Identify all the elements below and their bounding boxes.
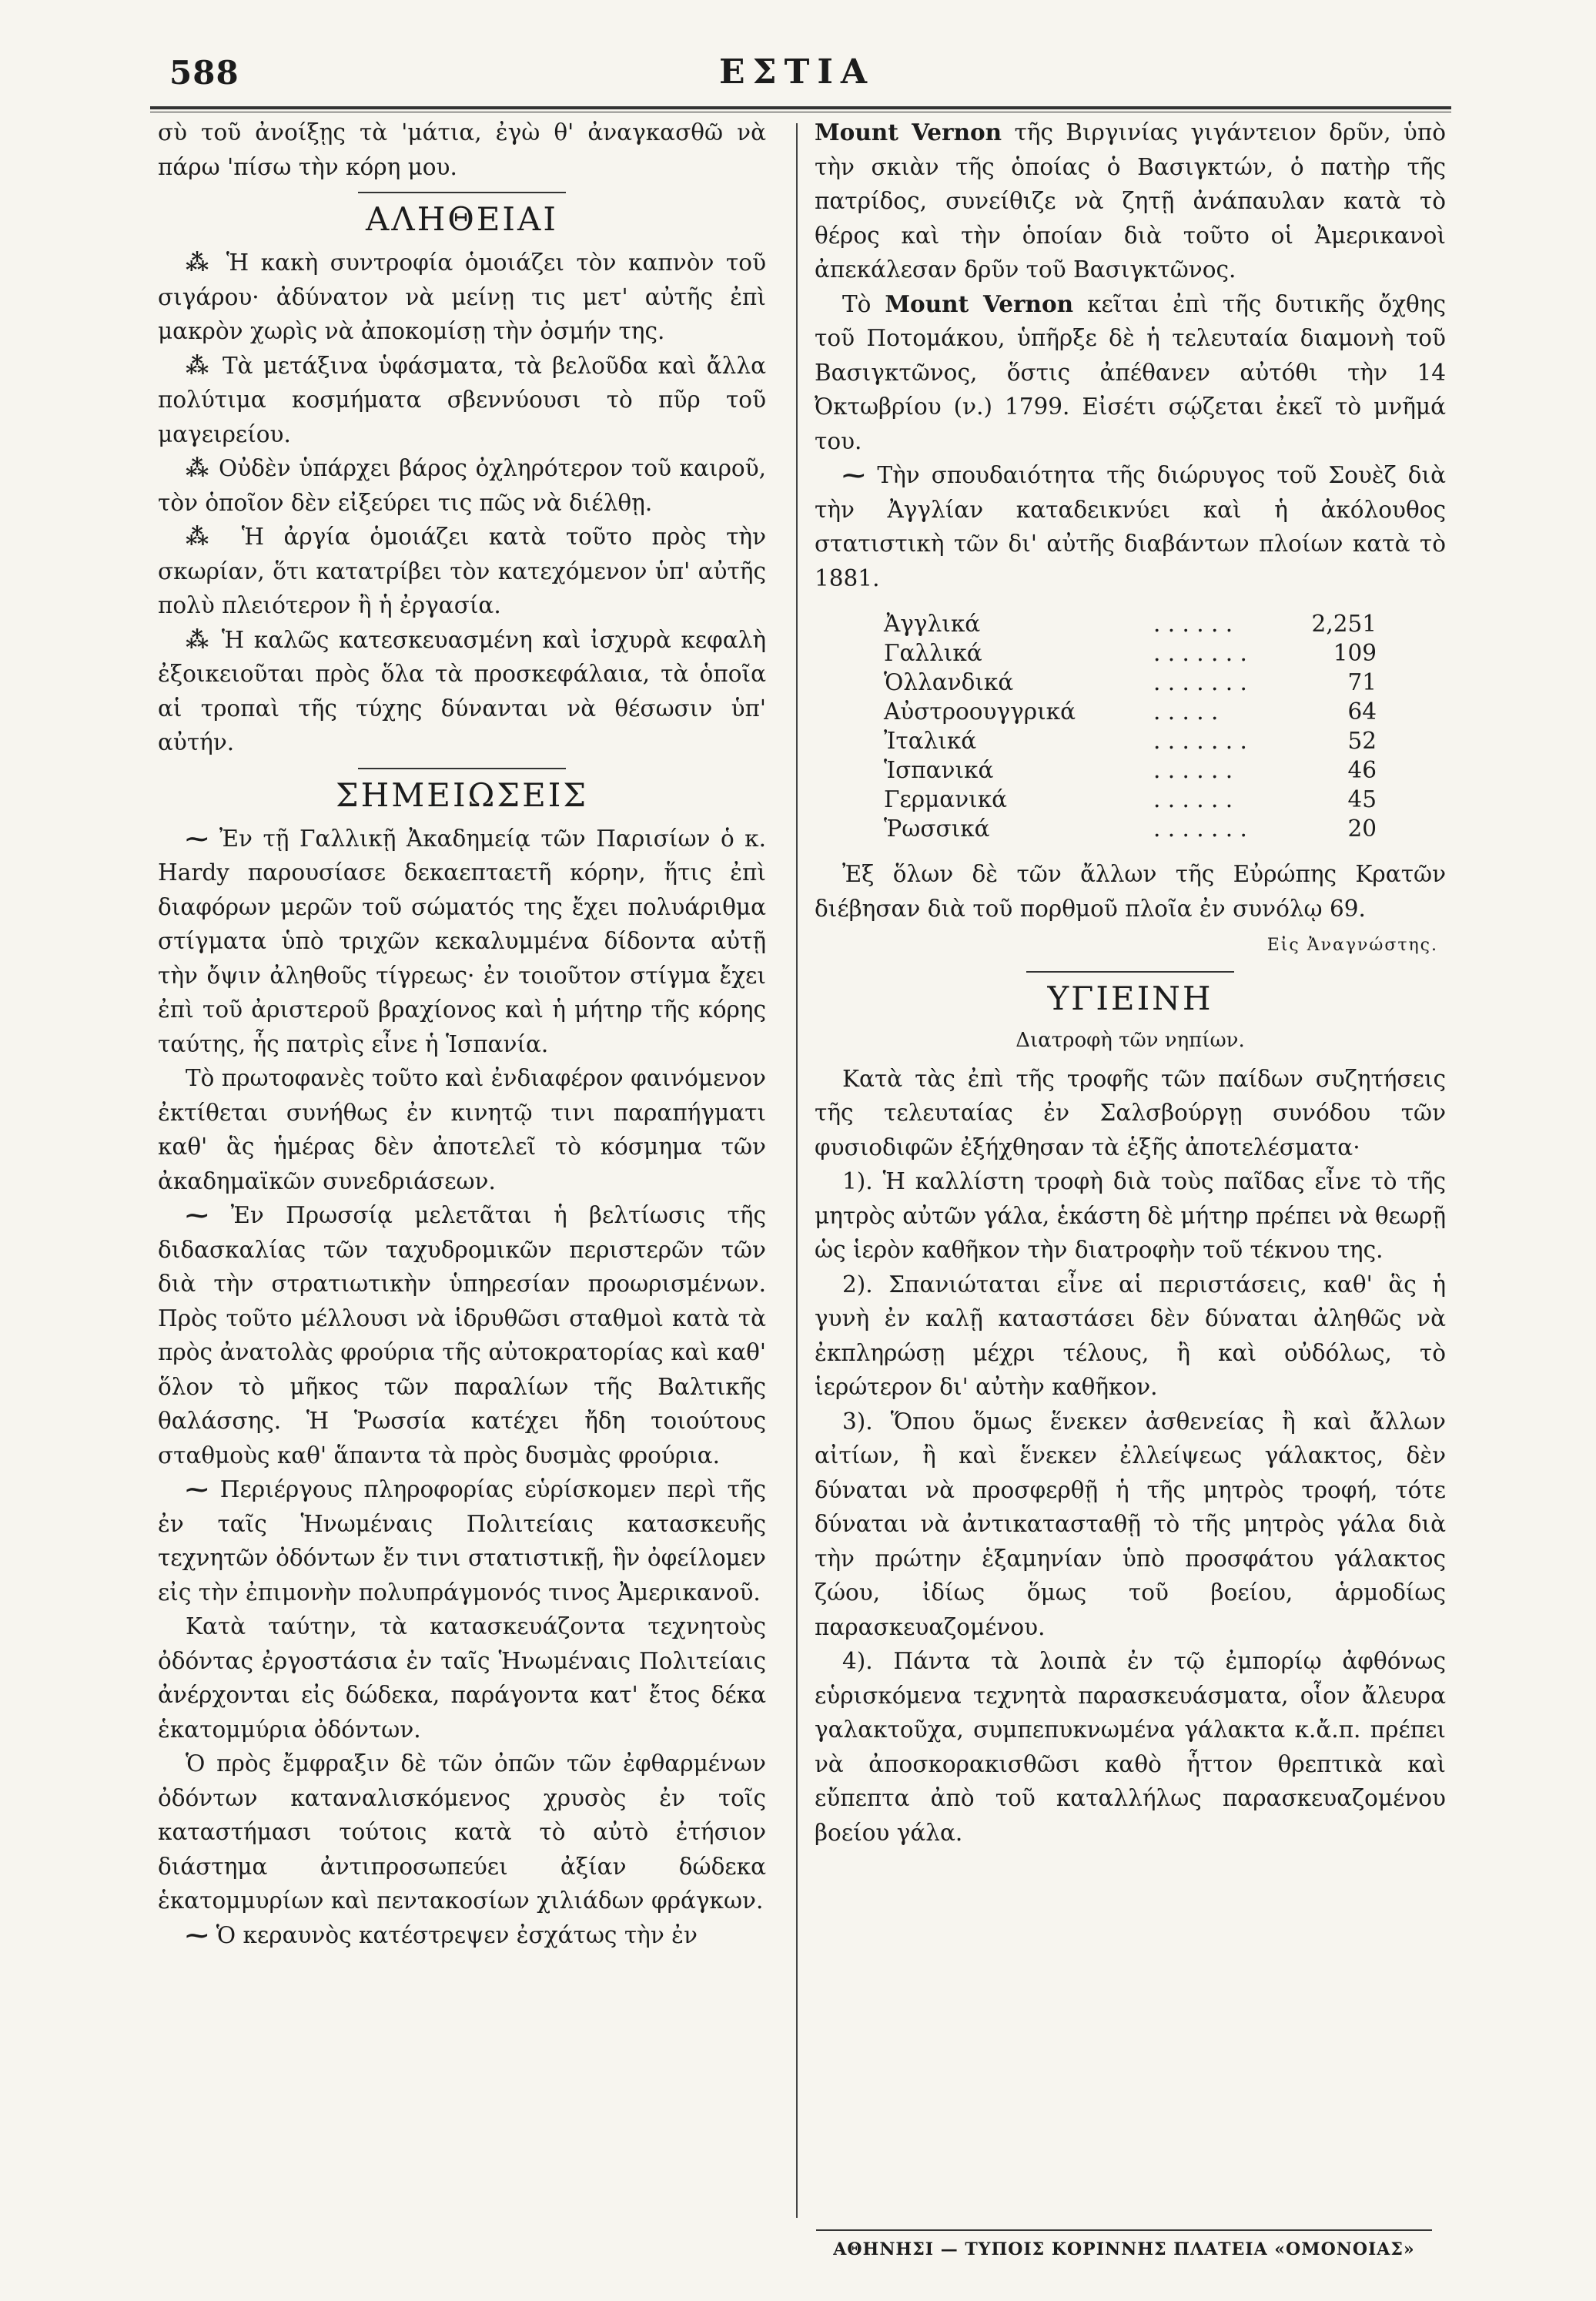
count-cell: 64 xyxy=(1347,698,1377,725)
table-row xyxy=(884,638,1377,668)
section-divider xyxy=(358,768,566,769)
dots-cell: . . . . . xyxy=(1153,698,1219,725)
mount-vernon-paragraph: Τὸ Mount Vernon κεῖται ἐπὶ τῆς δυτικῆς ὄχθης τοῦ Ποτομάκου, ὑπῆρξε δὲ ἡ τελευταία διαμονὴ τοῦ Βασιγκτῶνος, ὅστις ἀπέθανεν αὐτόθι τὴν 14 Ὀκτωβρίου (ν.) 1799. Εἰσέτι σῴζεται ἐκεῖ τὸ μνῆμά του. xyxy=(815,290,1446,454)
table-row xyxy=(884,668,1377,697)
count-cell: 2,251 xyxy=(1311,611,1377,637)
nation-cell: Ὁλλανδικά xyxy=(884,669,1014,695)
asterism-icon: ⁂ xyxy=(186,454,219,481)
ornament-icon: ⁓ xyxy=(186,824,219,852)
journal-title: ΕΣΤΙΑ xyxy=(718,52,875,92)
nation-cell: Ἀγγλικά xyxy=(884,611,981,637)
note-item: Κατὰ ταύτην, τὰ κατασκευάζοντα τεχνητοὺς ὀδόντας ἐργοστάσια ἐν ταῖς Ἡνωμέναις Πολιτείαις ἀνέρχονται εἰς δώδεκα, παράγοντα κατ' ἔτος δέκα ἑκατομμύρια ὀδόντων. xyxy=(158,1613,766,1743)
table-row xyxy=(884,609,1377,638)
dots-cell: . . . . . . . xyxy=(1153,640,1247,666)
table-row xyxy=(884,755,1377,785)
table-row xyxy=(884,814,1377,843)
section-subtitle: Διατροφὴ τῶν νηπίων. xyxy=(1015,1028,1245,1052)
section-title-hygiene: ΥΓΙΕΙΝΗ xyxy=(1047,979,1213,1017)
count-cell: 20 xyxy=(1347,816,1377,842)
truth-item: ⁂ Ἡ ἀργία ὁμοιάζει κατὰ τοῦτο πρὸς τὴν σκωρίαν, ὅτι κατατρίβει τὸν κατεχόμενον ὑπ' αὐτῆς πολὺ πλειότερον ἢ ἡ ἐργασία. xyxy=(158,523,766,618)
dots-cell: . . . . . . xyxy=(1153,757,1233,783)
truth-item: ⁂ Ἡ κακὴ συντροφία ὁμοιάζει τὸν καπνὸν τοῦ σιγάρου· ἀδύνατον νὰ μείνῃ τις μετ' αὐτῆς ἐπὶ μακρὸν χωρὶς νὰ ἀποκομίσῃ τὴν ὀσμήν της. xyxy=(158,249,766,344)
printer-imprint: ΑΘΗΝΗΣΙ — ΤΥΠΟΙΣ ΚΟΡΙΝΝΗΣ ΠΛΑΤΕΙΑ «ΟΜΟΝΟΙΑΣ» xyxy=(833,2239,1415,2259)
asterism-icon: ⁂ xyxy=(186,351,223,379)
nation-cell: Ἰταλικά xyxy=(884,728,977,754)
page-number: 588 xyxy=(169,54,239,92)
place-name: Mount Vernon xyxy=(885,290,1074,317)
note-item: ⁓ Περιέργους πληροφορίας εὑρίσκομεν περὶ τῆς ἐν ταῖς Ἡνωμέναις Πολιτείαις κατασκευῆς τεχνητῶν ὀδόντων ἔν τινι στατιστικῇ, ἣν ὀφείλομεν εἰς τὴν ἐπιμονὴν πολυπράγμονός τινος Ἀμερικανοῦ. xyxy=(158,1475,766,1606)
count-cell: 71 xyxy=(1347,669,1377,695)
nation-cell: Ῥωσσικά xyxy=(884,816,990,842)
hygiene-point: 4). Πάντα τὰ λοιπὰ ἐν τῷ ἐμπορίῳ ἀφθόνως εὑρισκόμενα τεχνητὰ παρασκευάσματα, οἷον ἄλευρα γαλακτοῦχα, συμπεπυκνωμένα γάλακτα κ.ἄ.π. πρέπει νὰ ἀποσκορακισθῶσι καθὸ ἧττον θρεπτικὰ καὶ εὔπεπτα ἀπὸ τοῦ καταλλήλως παρασκευαζομένου βοείου γάλα. xyxy=(815,1648,1446,1846)
author-signature: Εἰς Ἀναγνώστης. xyxy=(1266,936,1438,955)
left-column xyxy=(158,116,766,1952)
dots-cell: . . . . . . . xyxy=(1153,816,1247,842)
dots-cell: . . . . . . xyxy=(1153,786,1233,812)
dots-cell: . . . . . . . xyxy=(1153,669,1247,695)
table-row xyxy=(884,726,1377,755)
truth-item: ⁂ Οὐδὲν ὑπάρχει βάρος ὀχληρότερον τοῦ καιροῦ, τὸν ὁποῖον δὲν εἰξεύρει τις πῶς νὰ διέλθῃ. xyxy=(158,454,767,516)
asterism-icon: ⁂ xyxy=(186,523,242,550)
count-cell: 52 xyxy=(1347,728,1377,754)
place-name: Mount Vernon xyxy=(815,119,1002,146)
suez-total: Ἐξ ὅλων δὲ τῶν ἄλλων τῆς Εὐρώπης Κρατῶν διέβησαν διὰ τοῦ πορθμοῦ πλοῖα ἐν συνόλῳ 69. xyxy=(815,861,1446,922)
ships-table xyxy=(884,609,1377,843)
asterism-icon: ⁂ xyxy=(186,249,226,276)
section-divider xyxy=(358,192,566,193)
nation-cell: Γερμανικά xyxy=(884,786,1008,812)
dots-cell: . . . . . . xyxy=(1153,611,1233,637)
hygiene-point: 1). Ἡ καλλίστη τροφὴ διὰ τοὺς παῖδας εἶνε τὸ τῆς μητρὸς αὐτῶν γάλα, ἑκάστη δὲ μήτηρ πρέπει νὰ θεωρῇ ὡς ἱερὸν καθῆκον τὴν διατροφὴν τοῦ τέκνου της. xyxy=(815,1168,1446,1263)
note-item: Ὁ πρὸς ἔμφραξιν δὲ τῶν ὀπῶν τῶν ἐφθαρμένων ὀδόντων καταναλισκόμενος χρυσὸς ἐν τοῖς καταστήμασι τούτοις κατὰ τὸ αὐτὸ ἐτήσιον διάστημα ἀντιπροσωπεύει ἀξίαν δώδεκα ἑκατομμυρίων καὶ πεντακοσίων χιλιάδων φράγκων. xyxy=(158,1750,766,1914)
suez-intro: ⁓ Τὴν σπουδαιότητα τῆς διώρυγος τοῦ Σουὲζ διὰ τὴν Ἀγγλίαν καταδεικνύει καὶ ἡ ἀκόλουθος στατιστικὴ τῶν δι' αὐτῆς διαβάντων πλοίων κατὰ τὸ 1881. xyxy=(815,461,1446,591)
right-column xyxy=(815,116,1446,1850)
nation-cell: Ἱσπανικά xyxy=(884,757,994,783)
dots-cell: . . . . . . . xyxy=(1153,728,1247,754)
ornament-icon: ⁓ xyxy=(186,1475,220,1502)
note-item: Τὸ πρωτοφανὲς τοῦτο καὶ ἐνδιαφέρον φαινόμενον ἐκτίθεται συνήθως ἐν κινητῷ τινι παραπήγματι καθ' ἃς ἡμέρας δὲν ἀποτελεῖ τὸ κόσμημα τῶν ἀκαδημαϊκῶν συνεδριάσεων. xyxy=(158,1065,766,1194)
count-cell: 46 xyxy=(1347,757,1377,783)
nation-cell: Γαλλικά xyxy=(884,640,982,666)
continuation-paragraph: Mount Vernon τῆς Βιργινίας γιγάντειον δρῦν, ὑπὸ τὴν σκιὰν τῆς ὁποίας ὁ Βασιγκτών, ὁ πατὴρ τῆς πατρίδος, συνείθιζε νὰ ζητῇ ἀνάπαυλαν κατὰ τὸ θέρος καὶ τὴν ὁποίαν διὰ τοῦτο οἱ Ἀμερικανοὶ ἀπεκάλεσαν δρῦν τοῦ Βασιγκτῶνος. xyxy=(815,119,1446,283)
footer-rule xyxy=(816,2229,1432,2231)
ornament-icon: ⁓ xyxy=(186,1921,216,1948)
opening-paragraph: σὺ τοῦ ἀνοίξῃς τὰ 'μάτια, ἐγὼ θ' ἀναγκασθῶ νὰ πάρω 'πίσω τὴν κόρη μου. xyxy=(158,119,766,180)
header-rule xyxy=(150,106,1451,112)
count-cell: 45 xyxy=(1347,786,1377,812)
section-title-truths: ΑΛΗΘΕΙΑΙ xyxy=(366,200,558,238)
hygiene-intro: Κατὰ τὰς ἐπὶ τῆς τροφῆς τῶν παίδων συζητήσεις τῆς τελευταίας ἐν Σαλσβούργῃ συνόδου τῶν φυσιοδιφῶν ἐξήχθησαν τὰ ἑξῆς ἀποτελέσματα· xyxy=(815,1065,1446,1161)
hygiene-point: 2). Σπανιώταται εἶνε αἱ περιστάσεις, καθ' ἃς ἡ γυνὴ ἐν καλῇ καταστάσει δὲν δύναται ἀληθῶς νὰ ἐκπληρώσῃ μέχρι τέλους, ἢ καὶ οὐδόλως, τὸ ἱερώτερον δι' αὐτὴν καθῆκον. xyxy=(815,1271,1446,1400)
note-item: ⁓ Ὁ κεραυνὸς κατέστρεψεν ἐσχάτως τὴν ἐν xyxy=(186,1921,698,1948)
truth-item: ⁂ Ἡ καλῶς κατεσκευασμένη καὶ ἰσχυρὰ κεφαλὴ ἐξοικειοῦται πρὸς ὅλα τὰ προσκεφάλαια, τὰ ὁποῖα αἱ τροπαὶ τῆς τύχης δύνανται νὰ θέσωσιν ὑπ' αὐτήν. xyxy=(158,625,766,755)
column-divider xyxy=(796,123,798,2218)
note-item: ⁓ Ἐν Πρωσσίᾳ μελετᾶται ἡ βελτίωσις τῆς διδασκαλίας τῶν ταχυδρομικῶν περιστερῶν τῶν διὰ τὴν στρατιωτικὴν ὑπηρεσίαν προωρισμένων. Πρὸς τοῦτο μέλλουσι νὰ ἱδρυθῶσι σταθμοὶ κατὰ τὰ πρὸς ἀνατολὰς φρούρια τῆς αὐτοκρατορίας καὶ καθ' ὅλον τὸ μῆκος τῶν παραλίων τῆς Βαλτικῆς θαλάσσης. Ἡ Ῥωσσία κατέχει ἤδη τοιούτους σταθμοὺς καθ' ἅπαντα τὰ πρὸς δυσμὰς φρούρια. xyxy=(158,1201,766,1469)
ornament-icon: ⁓ xyxy=(186,1201,231,1228)
note-item: ⁓ Ἐν τῇ Γαλλικῇ Ἀκαδημείᾳ τῶν Παρισίων ὁ κ. Hardy παρουσίασε δεκαεπταετῆ κόρην, ἥτις ἐπὶ διαφόρων μερῶν τοῦ σώματός της ἔχει πολυάριθμα στίγματα ὑπὸ τριχῶν κεκαλυμμένα δίδοντα αὐτῇ τὴν ὄψιν ἀληθοῦς τίγρεως· ἐν τοιοῦτον στίγμα ἔχει ἐπὶ τοῦ ἀριστεροῦ βραχίονος καὶ ἡ μήτηρ τῆς κόρης ταύτης, ἧς πατρὶς εἶνε ἡ Ἱσπανία. xyxy=(158,824,766,1057)
ornament-icon: ⁓ xyxy=(842,461,878,488)
section-divider xyxy=(1026,971,1234,973)
nation-cell: Αὐστροουγγρικά xyxy=(884,698,1076,725)
table-row xyxy=(884,697,1377,726)
count-cell: 109 xyxy=(1333,640,1377,666)
table-row xyxy=(884,785,1377,814)
asterism-icon: ⁂ xyxy=(186,625,222,653)
hygiene-point: 3). Ὅπου ὅμως ἕνεκεν ἀσθενείας ἢ καὶ ἄλλων αἰτίων, ἢ καὶ ἕνεκεν ἐλλείψεως γάλακτος, δὲν δύναται νὰ προσφερθῇ ἡ τῆς μητρὸς τροφή, τότε δύναται νὰ ἀντικατασταθῇ τὸ τῆς μητρὸς γάλα διὰ τὴν πρώτην ἑξαμηνίαν ὑπὸ προσφάτου γάλακτος ζώου, ἰδίως ὅμως τοῦ βοείου, ἁρμοδίως παρασκευαζομένου. xyxy=(815,1408,1446,1640)
page-header xyxy=(131,46,1463,100)
truth-item: ⁂ Τὰ μετάξινα ὑφάσματα, τὰ βελοῦδα καὶ ἄλλα πολύτιμα κοσμήματα σβεννύουσι τὸ πῦρ τοῦ μαγειρείου. xyxy=(158,351,766,447)
section-title-notes: ΣΗΜΕΙΩΣΕΙΣ xyxy=(335,775,589,814)
